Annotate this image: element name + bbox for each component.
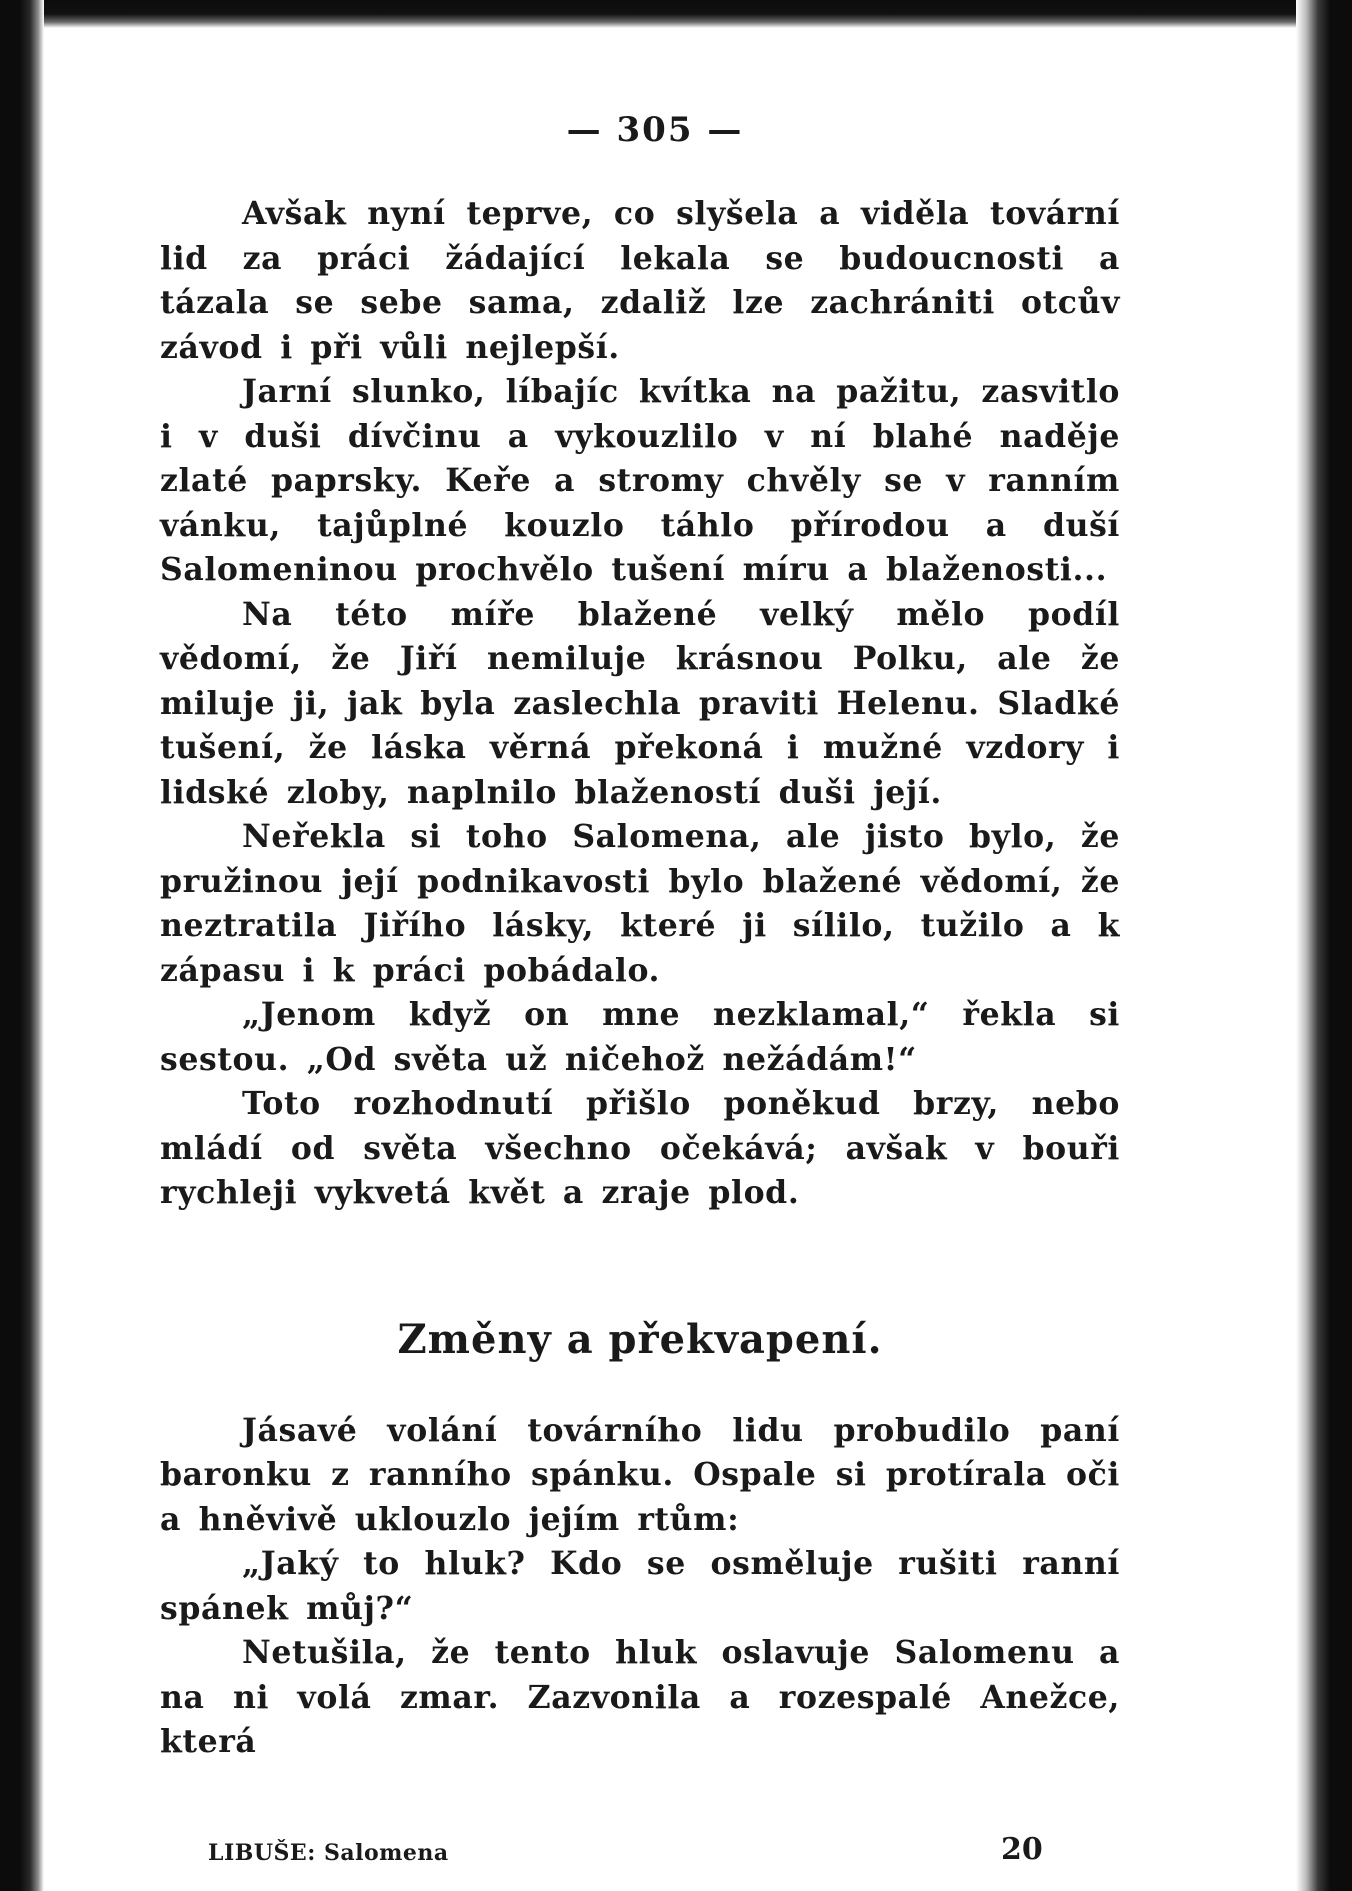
paragraph: Na této míře blažené velký mělo podíl vědomí, že Jiří nemiluje krásnou Polku, ale že miluje ji, jak byla zaslechla praviti Helenu. Sladké tušení, že láska věrná překoná i mužné vzdory i lidské zloby, naplnilo blažeností duši její. <box>160 595 1120 811</box>
scan-border-left <box>0 0 44 1891</box>
chapter-heading: Změny a překvapení. <box>397 1315 883 1363</box>
scan-border-top <box>0 0 1352 28</box>
text-block-before-heading <box>160 192 1120 1216</box>
paragraph: Toto rozhodnutí přišlo poněkud brzy, nebo mládí od světa všechno očekává; avšak v bouři rychleji vykvetá květ a zraje plod. <box>160 1085 1120 1211</box>
paragraph: Netušila, že tento hluk oslavuje Salomenu a na ni volá zmar. Zazvonila a rozespalé Anežce, která <box>160 1634 1120 1760</box>
paragraph: „Jaký to hluk? Kdo se osměluje rušiti ranní spánek můj?“ <box>160 1545 1120 1627</box>
page-number: — 305 — <box>566 110 744 150</box>
paragraph: Jarní slunko, líbajíc kvítka na pažitu, zasvitlo i v duši dívčinu a vykouzlilo v ní blahé naděje zlaté paprsky. Keře a stromy chvěly se v ranním vánku, tajůplné kouzlo táhlo přírodou a duší Salomeninou prochvělo tušení míru a blaženosti... <box>160 373 1120 588</box>
paragraph: Avšak nyní teprve, co slyšela a viděla tovární lid za práci žádající lekala se budoucnosti a tázala se sebe sama, zdaliž lze zachrániti otcův závod i při vůli nejlepší. <box>160 195 1120 366</box>
paragraph: Jásavé volání továrního lidu probudilo paní baronku z ranního spánku. Ospale si protírala oči a hněvivě uklouzlo jejím rtům: <box>160 1411 1120 1538</box>
footer-sheet-number: 20 <box>1001 1832 1043 1867</box>
scan-border-right <box>1296 0 1352 1891</box>
paragraph: Neřekla si toho Salomena, ale jisto bylo, že pružinou její podnikavosti bylo blažené vědomí, že neztratila Jiřího lásky, které ji sílilo, tužilo a k zápasu i k práci pobádalo. <box>160 818 1120 989</box>
text-block-after-heading <box>160 1409 1120 1765</box>
book-page <box>160 110 1120 1867</box>
paragraph: „Jenom když on mne nezklamal,“ řekla si sestou. „Od světa už ničehož nežádám!“ <box>160 996 1120 1078</box>
footer-signature: LIBUŠE: Salomena <box>208 1840 449 1866</box>
